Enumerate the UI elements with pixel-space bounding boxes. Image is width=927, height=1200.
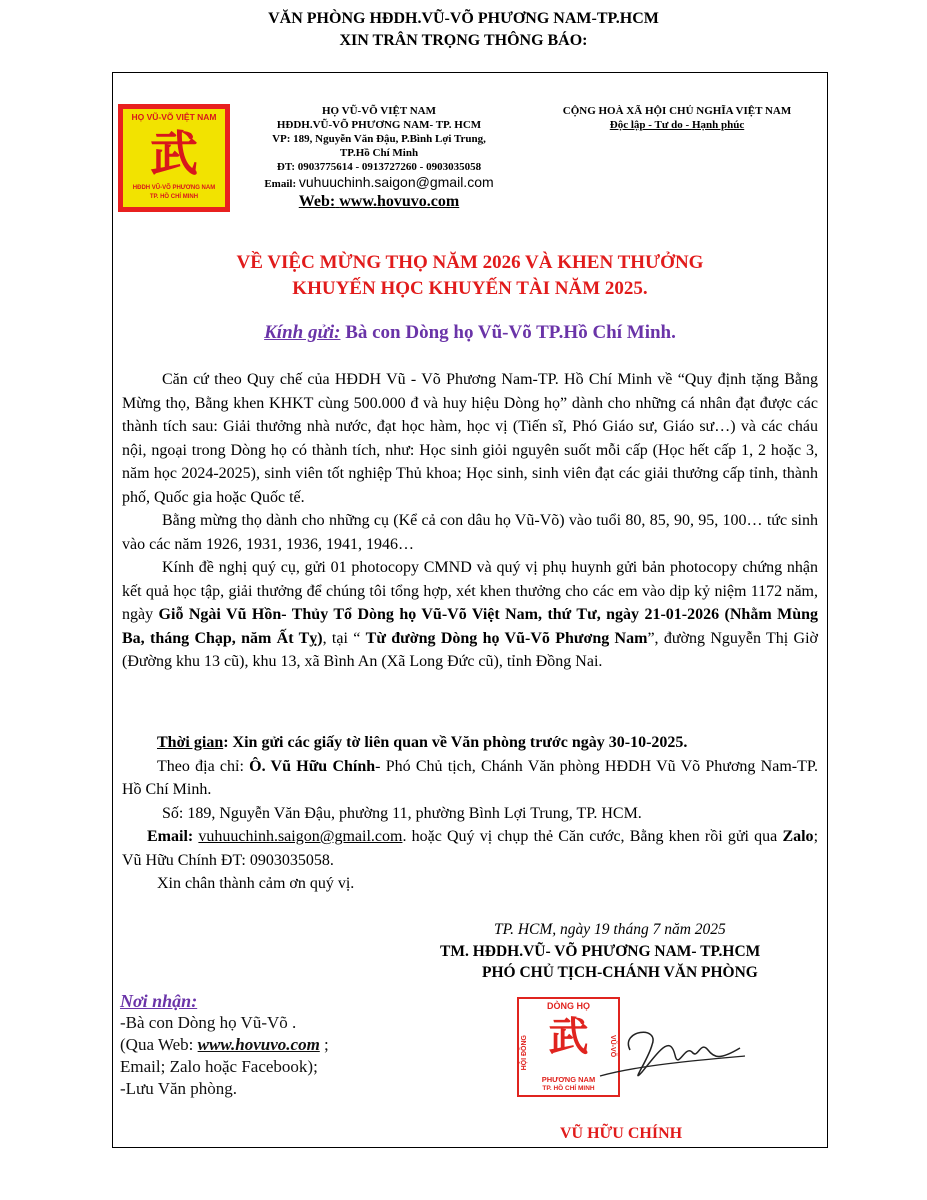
recipient-label: Kính gửi: [264, 322, 341, 343]
recipient-web[interactable]: www.hovuvo.com [197, 1035, 320, 1054]
doc-title-2: KHUYẾN HỌC KHUYẾN TÀI NĂM 2025. [292, 278, 648, 299]
recipient-item-3: Email; Zalo hoặc Facebook); [120, 1057, 318, 1076]
logo-bottom-text-2: TP. HỒ CHÍ MINH [149, 194, 199, 200]
zalo-label: Zalo [782, 828, 814, 845]
stamp-character: 武 [548, 1014, 589, 1059]
paragraph-1: Căn cứ theo Quy chế của HĐDH Vũ - Võ Phương Nam-TP. Hồ Chí Minh về “Quy định tặng Bằng Mừng thọ, Bằng khen KHKT cùng 500.000 đ và huy hiệu Dòng họ” dành cho những cá nhân đạt được các thành tích sau: Giải thưởng nhà nước, đạt học hàm, học vị (Tiến sĩ, Phó Giáo sư, Giáo sư…) và các cháu nội, ngoại trong Dòng họ có thành tích, như: Học sinh giỏi nguyên suốt mỗi cấp (Học hết cấp 1, 2 hoặc 3, năm học 2024-2025), sinh viên tốt nghiệp Thủ khoa; Học sinh, sinh viên đạt các giải thưởng cấp tỉnh, thành phố, Quốc gia hoặc Quốc tế. [122, 371, 818, 506]
recipients-label: Nơi nhận: [120, 991, 198, 1011]
recipient-text: Bà con Dòng họ Vũ-Võ TP.Hồ Chí Minh. [340, 322, 676, 343]
contact-name: Ô. Vũ Hữu Chính [249, 757, 376, 775]
email-line [122, 825, 818, 872]
org-web[interactable]: www.hovuvo.com [339, 193, 460, 210]
contact-role: - Phó Chủ tịch, Chánh Văn phòng HĐDH Vũ Võ Phương Nam-TP. Hồ Chí Minh. [122, 757, 819, 798]
stamp-top: DÒNG HỌ [546, 1001, 590, 1011]
national-name: CỘNG HOÀ XÃ HỘI CHỦ NGHĨA VIỆT NAM [562, 105, 792, 117]
sign-org: TM. HĐDH.VŨ- VÕ PHƯƠNG NAM- TP.HCM [440, 943, 761, 960]
recipient-item-2a: (Qua Web: [120, 1035, 198, 1054]
body-text [122, 368, 818, 674]
recipient-line [112, 322, 828, 344]
recipient-item-1: -Bà con Dòng họ Vũ-Võ . [120, 1013, 297, 1032]
stamp-right: VŨ-VÕ [609, 1035, 616, 1058]
sign-date: TP. HCM, ngày 19 tháng 7 năm 2025 [494, 921, 726, 938]
handwritten-signature [590, 1010, 750, 1100]
time-label: Thời gian [157, 734, 224, 751]
doc-title-1: VỀ VIỆC MỪNG THỌ NĂM 2026 VÀ KHEN THƯỞNG [236, 252, 704, 273]
org-phone: ĐT: 0903775614 - 0913727260 - 0903035058 [276, 161, 482, 173]
org-address-2: TP.Hồ Chí Minh [339, 147, 419, 159]
contact-section [122, 731, 818, 896]
recipients-block [120, 990, 329, 1100]
addr-label: Theo địa chỉ: [157, 757, 250, 775]
recipient-item-2c: ; [319, 1035, 329, 1054]
paragraph-3 [122, 556, 818, 674]
p3-text-a: Kính đề nghị quý cụ, gửi 01 photocopy CMND và quý vị phụ huynh gửi bản photocopy chứng nhận kết quả học tập, giải thưởng để chúng tôi tổng hợp, xét khen thưởng cho các em vào dịp kỷ niệm 1172 năm, ngày [122, 559, 818, 623]
email-label: Email: [147, 828, 199, 845]
p3-text-e: ”, đường Nguyễn Thị Giờ (Đường khu 13 cũ), khu 13, xã Bình An (Xã Long Đức cũ), tỉnh Đồng Nai. [122, 629, 819, 670]
logo-top-text: HỌ VŨ-VÕ VIỆT NAM [131, 112, 217, 122]
org-name: HỌ VŨ-VÕ VIỆT NAM [322, 105, 436, 117]
time-line [122, 731, 818, 755]
logo-character: 武 [149, 128, 198, 181]
address-line-1 [122, 755, 818, 802]
national-motto: Độc lập - Tư do - Hạnh phúc [609, 119, 745, 131]
email-text-1: . hoặc Quý vị chụp thẻ Căn cước, Bằng khen rồi gửi qua [402, 828, 783, 845]
email-text-2: ; Vũ Hữu Chính ĐT: 0903035058. [122, 828, 819, 869]
national-header [530, 104, 824, 132]
header-title: VĂN PHÒNG HĐDH.VŨ-VÕ PHƯƠNG NAM-TP.HCM [268, 10, 659, 27]
org-info [230, 104, 528, 209]
logo-bottom-text-1: HĐDH VŨ-VÕ PHƯƠNG NAM [132, 185, 216, 191]
org-address-1: VP: 189, Nguyễn Văn Đậu, P.Bình Lợi Trung, [272, 133, 486, 145]
p3-text-c: , tại “ [322, 629, 366, 647]
p3-event: Giỗ Ngài Vũ Hồn- Thủy Tổ Dòng họ Vũ-Võ Việt Nam, thứ Tư, ngày 21-01-2026 (Nhằm Mùng Ba, tháng Chạp, năm Ất Tỵ) [122, 606, 818, 647]
sign-title: PHÓ CHỦ TỊCH-CHÁNH VĂN PHÒNG [482, 964, 758, 981]
org-email-label: Email: [264, 178, 297, 190]
recipient-item-2 [120, 1034, 329, 1056]
recipient-item-4: -Lưu Văn phòng. [120, 1079, 238, 1098]
email-link[interactable]: vuhuuchinh.saigon@gmail.com [198, 828, 403, 845]
clan-logo [118, 104, 230, 212]
org-email[interactable]: vuhuuchinh.saigon@gmail.com [298, 174, 494, 190]
org-branch: HĐDH.VŨ-VÕ PHƯƠNG NAM- TP. HCM [276, 119, 482, 131]
address-line-2: Số: 189, Nguyễn Văn Đậu, phường 11, phường Bình Lợi Trung, TP. HCM. [162, 804, 642, 822]
signer-name: VŨ HỮU CHÍNH [560, 1125, 683, 1142]
time-text: : Xin gửi các giấy tờ liên quan về Văn phòng trước ngày 30-10-2025. [223, 734, 688, 751]
stamp-left: HỘI ĐỒNG [521, 1035, 528, 1071]
header-subtitle: XIN TRÂN TRỌNG THÔNG BÁO: [339, 32, 588, 49]
p3-venue: Từ đường Dòng họ Vũ-Võ Phương Nam [365, 629, 648, 647]
paragraph-2: Bằng mừng thọ dành cho những cụ (Kể cả con dâu họ Vũ-Võ) vào tuổi 80, 85, 90, 95, 100… tức sinh vào các năm 1926, 1931, 1936, 1941, 1946… [122, 512, 818, 553]
stamp-bottom-2: TP. HỒ CHÍ MINH [542, 1085, 595, 1092]
org-web-label: Web: [298, 193, 336, 210]
stamp-bottom: PHƯƠNG NAM [541, 1075, 596, 1084]
thanks-line: Xin chân thành cảm ơn quý vị. [157, 875, 355, 892]
